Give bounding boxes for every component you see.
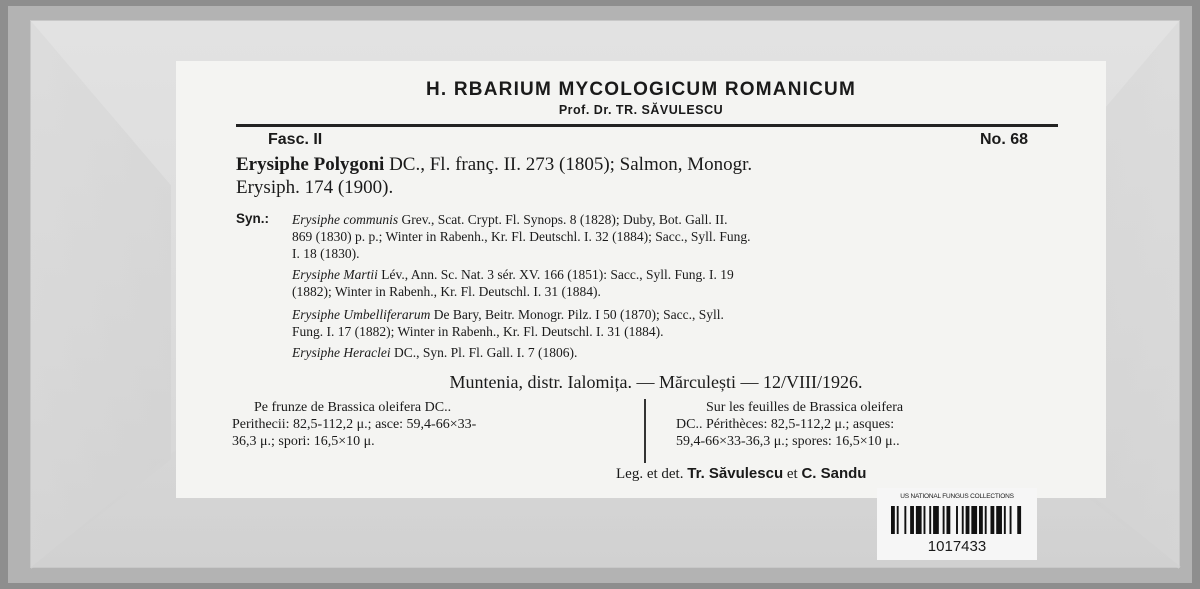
synonym-text: De Bary, Beitr. Monogr. Pilz. I 50 (1870); Sacc., Syll. (430, 307, 724, 322)
description-french (676, 399, 1056, 450)
fascicle-number: Fasc. II (268, 131, 323, 148)
synonym-text: Grev., Scat. Crypt. Fl. Synops. 8 (1828); Duby, Bot. Gall. II. (398, 212, 728, 227)
barcode-bar (924, 506, 926, 534)
species-citation-line1: DC., Fl. franç. II. 273 (1805); Salmon, Monogr. (384, 154, 753, 175)
synonym-name: Erysiphe Heraclei (292, 345, 391, 360)
barcode-bar (996, 506, 1002, 534)
barcode-bar (962, 506, 964, 534)
collection-locality: Muntenia, distr. Ialomița. — Mărculești — 12/VIII/1926. (449, 372, 863, 392)
barcode-bar (929, 506, 931, 534)
barcode-number: 1017433 (927, 538, 987, 555)
synonym-name: Erysiphe Umbelliferarum (292, 307, 431, 322)
barcode-bar (990, 506, 994, 534)
barcode-bar (910, 506, 914, 534)
barcode-bars (891, 506, 1023, 534)
collectors-line (616, 465, 866, 483)
barcode-bar (956, 506, 958, 534)
barcode-bar (1017, 506, 1021, 534)
barcode-bar (1004, 506, 1006, 534)
barcode-bar (971, 506, 977, 534)
synonym-text: I. 18 (1830). (292, 246, 360, 261)
barcode-bar (1010, 506, 1012, 534)
header-rule (236, 124, 1058, 127)
synonym-name: Erysiphe communis (292, 212, 399, 227)
barcode-bar (897, 506, 899, 534)
synonym-entry (292, 344, 1062, 361)
herbarium-title: H. RBARIUM MYCOLOGICUM ROMANICUM (426, 79, 856, 100)
specimen-number: No. 68 (979, 131, 1028, 148)
collector-name: Tr. Săvulescu (687, 465, 784, 482)
herbarium-editor: Prof. Dr. TR. SĂVULESCU (558, 103, 724, 117)
synonym-entry (292, 306, 1062, 340)
column-divider (644, 399, 646, 463)
description-line: 36,3 μ.; spori: 16,5×10 μ. (232, 434, 375, 449)
description-line: Perithecii: 82,5-112,2 μ.; asce: 59,4-66×33- (232, 417, 477, 432)
species-heading (236, 153, 1066, 199)
barcode-institution: US NATIONAL FUNGUS COLLECTIONS (900, 493, 1014, 500)
barcode-bar (904, 506, 906, 534)
synonym-text: Lév., Ann. Sc. Nat. 3 sér. XV. 166 (1851): Sacc., Syll. Fung. I. 19 (377, 267, 734, 282)
synonym-text: (1882); Winter in Rabenh., Kr. Fl. Deutschl. I. 31 (1884). (292, 284, 601, 299)
synonym-entry (292, 211, 1062, 262)
barcode-bar (985, 506, 987, 534)
synonym-entry (292, 266, 1062, 300)
barcode-bar (946, 506, 950, 534)
species-name: Erysiphe Polygoni (236, 154, 385, 175)
collector-name: C. Sandu (801, 465, 867, 482)
barcode-bar (933, 506, 939, 534)
synonym-text: Fung. I. 17 (1882); Winter in Rabenh., Kr. Fl. Deutschl. I. 31 (1884). (292, 324, 664, 339)
collectors-conjunction: et (783, 466, 802, 482)
description-line: Pe frunze de Brassica oleifera DC.. (254, 400, 452, 415)
specimen-label (176, 61, 1106, 498)
description-line: DC.. Périthèces: 82,5-112,2 μ.; asques: (676, 417, 895, 432)
description-line: 59,4-66×33-36,3 μ.; spores: 16,5×10 μ.. (676, 434, 900, 449)
description-romanian (232, 399, 632, 450)
herbarium-envelope (30, 20, 1180, 568)
barcode-bar (891, 506, 895, 534)
synonym-text: DC., Syn. Pl. Fl. Gall. I. 7 (1806). (390, 345, 578, 360)
barcode-bar (916, 506, 922, 534)
barcode-bar (943, 506, 945, 534)
synonym-name: Erysiphe Martii (292, 267, 378, 282)
synonym-text: 869 (1830) p. p.; Winter in Rabenh., Kr. Fl. Deutschl. I. 32 (1884); Sacc., Syll. Fung. (292, 229, 751, 244)
species-citation-line2: Erysiph. 174 (1900). (236, 177, 394, 198)
collectors-prefix: Leg. et det. (616, 466, 688, 482)
barcode-bar (966, 506, 970, 534)
barcode-label (877, 488, 1037, 560)
description-line: Sur les feuilles de Brassica oleifera (706, 400, 904, 415)
barcode-bar (979, 506, 983, 534)
synonyms-label: Syn.: (236, 211, 270, 226)
